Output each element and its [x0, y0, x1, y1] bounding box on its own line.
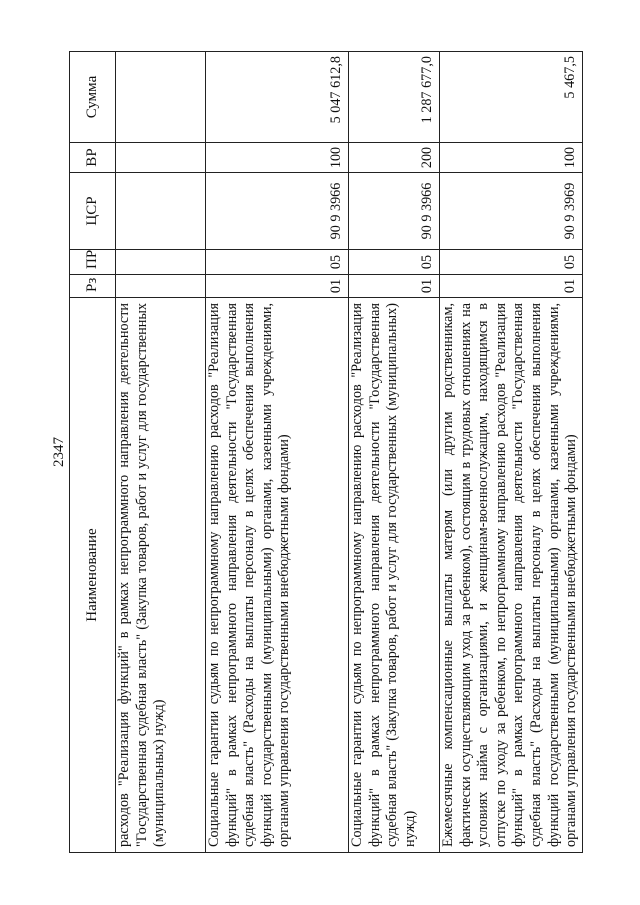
row-csr: [116, 173, 206, 250]
row-name: Социальные гарантии судьям по непрограммному направлению расходов "Реализация функций" в рамках непрограммного направления деятельности "Государственная судебная власть" (Расходы на выплаты персоналу в целях обеспечения выполнения функций государственными (муниципальными) органами, казенными учреждениями, органами управления государственными внебюджетными фондами): [206, 298, 349, 853]
row-pr: 05: [206, 250, 349, 275]
budget-table: [69, 51, 583, 853]
row-vr: [116, 143, 206, 173]
row-rz: [116, 275, 206, 298]
row-csr: 90 9 3966: [349, 173, 440, 250]
row-name: Ежемесячные компенсационные выплаты матерям (или другим родственникам, фактически осуществляющим уход за ребенком), состоящим в трудовых отношениях на условиях найма с организациями, и женщинам-военнослужащим, находящимся в отпуске по уходу за ребенком, по непрограммному направлению расходов "Реализация функций" в рамках непрограммного направления деятельности "Государственная судебная власть" (Расходы на выплаты персоналу в целях обеспечения выполнения функций государственными (муниципальными) органами, казенными учреждениями, органами управления государственными внебюджетными фондами): [440, 298, 583, 853]
row-rz: 01: [440, 275, 583, 298]
row-vr: 100: [440, 143, 583, 173]
header-rz: Рз: [70, 275, 116, 298]
table-row: [349, 52, 440, 853]
table-row: [440, 52, 583, 853]
row-sum: 1 287 677,0: [349, 52, 440, 143]
row-rz: 01: [349, 275, 440, 298]
header-name: Наименование: [70, 298, 116, 853]
row-pr: 05: [349, 250, 440, 275]
row-rz: 01: [206, 275, 349, 298]
row-vr: 200: [349, 143, 440, 173]
row-sum: 5 047 612,8: [206, 52, 349, 143]
row-sum: [116, 52, 206, 143]
rotated-table-container: [69, 52, 579, 853]
header-vr: ВР: [70, 143, 116, 173]
row-pr: [116, 250, 206, 275]
row-sum: 5 467,5: [440, 52, 583, 143]
row-csr: 90 9 3966: [206, 173, 349, 250]
header-sum: Сумма: [70, 52, 116, 143]
row-name: расходов "Реализация функций" в рамках непрограммного направления деятельности "Государственная судебная власть" (Закупка товаров, работ и услуг для государственных (муниципальных) нужд): [116, 298, 206, 853]
row-name: Социальные гарантии судьям по непрограммному направлению расходов "Реализация функций" в рамках непрограммного направления деятельности "Государственная судебная власть" (Закупка товаров, работ и услуг для государственных (муниципальных) нужд): [349, 298, 440, 853]
table-row: [206, 52, 349, 853]
row-vr: 100: [206, 143, 349, 173]
header-csr: ЦСР: [70, 173, 116, 250]
row-pr: 05: [440, 250, 583, 275]
row-csr: 90 9 3969: [440, 173, 583, 250]
budget-table-landscape: [69, 52, 579, 853]
table-row: [116, 52, 206, 853]
header-pr: ПР: [70, 250, 116, 275]
table-header-row: [70, 52, 116, 853]
page-number: 2347: [51, 437, 67, 467]
